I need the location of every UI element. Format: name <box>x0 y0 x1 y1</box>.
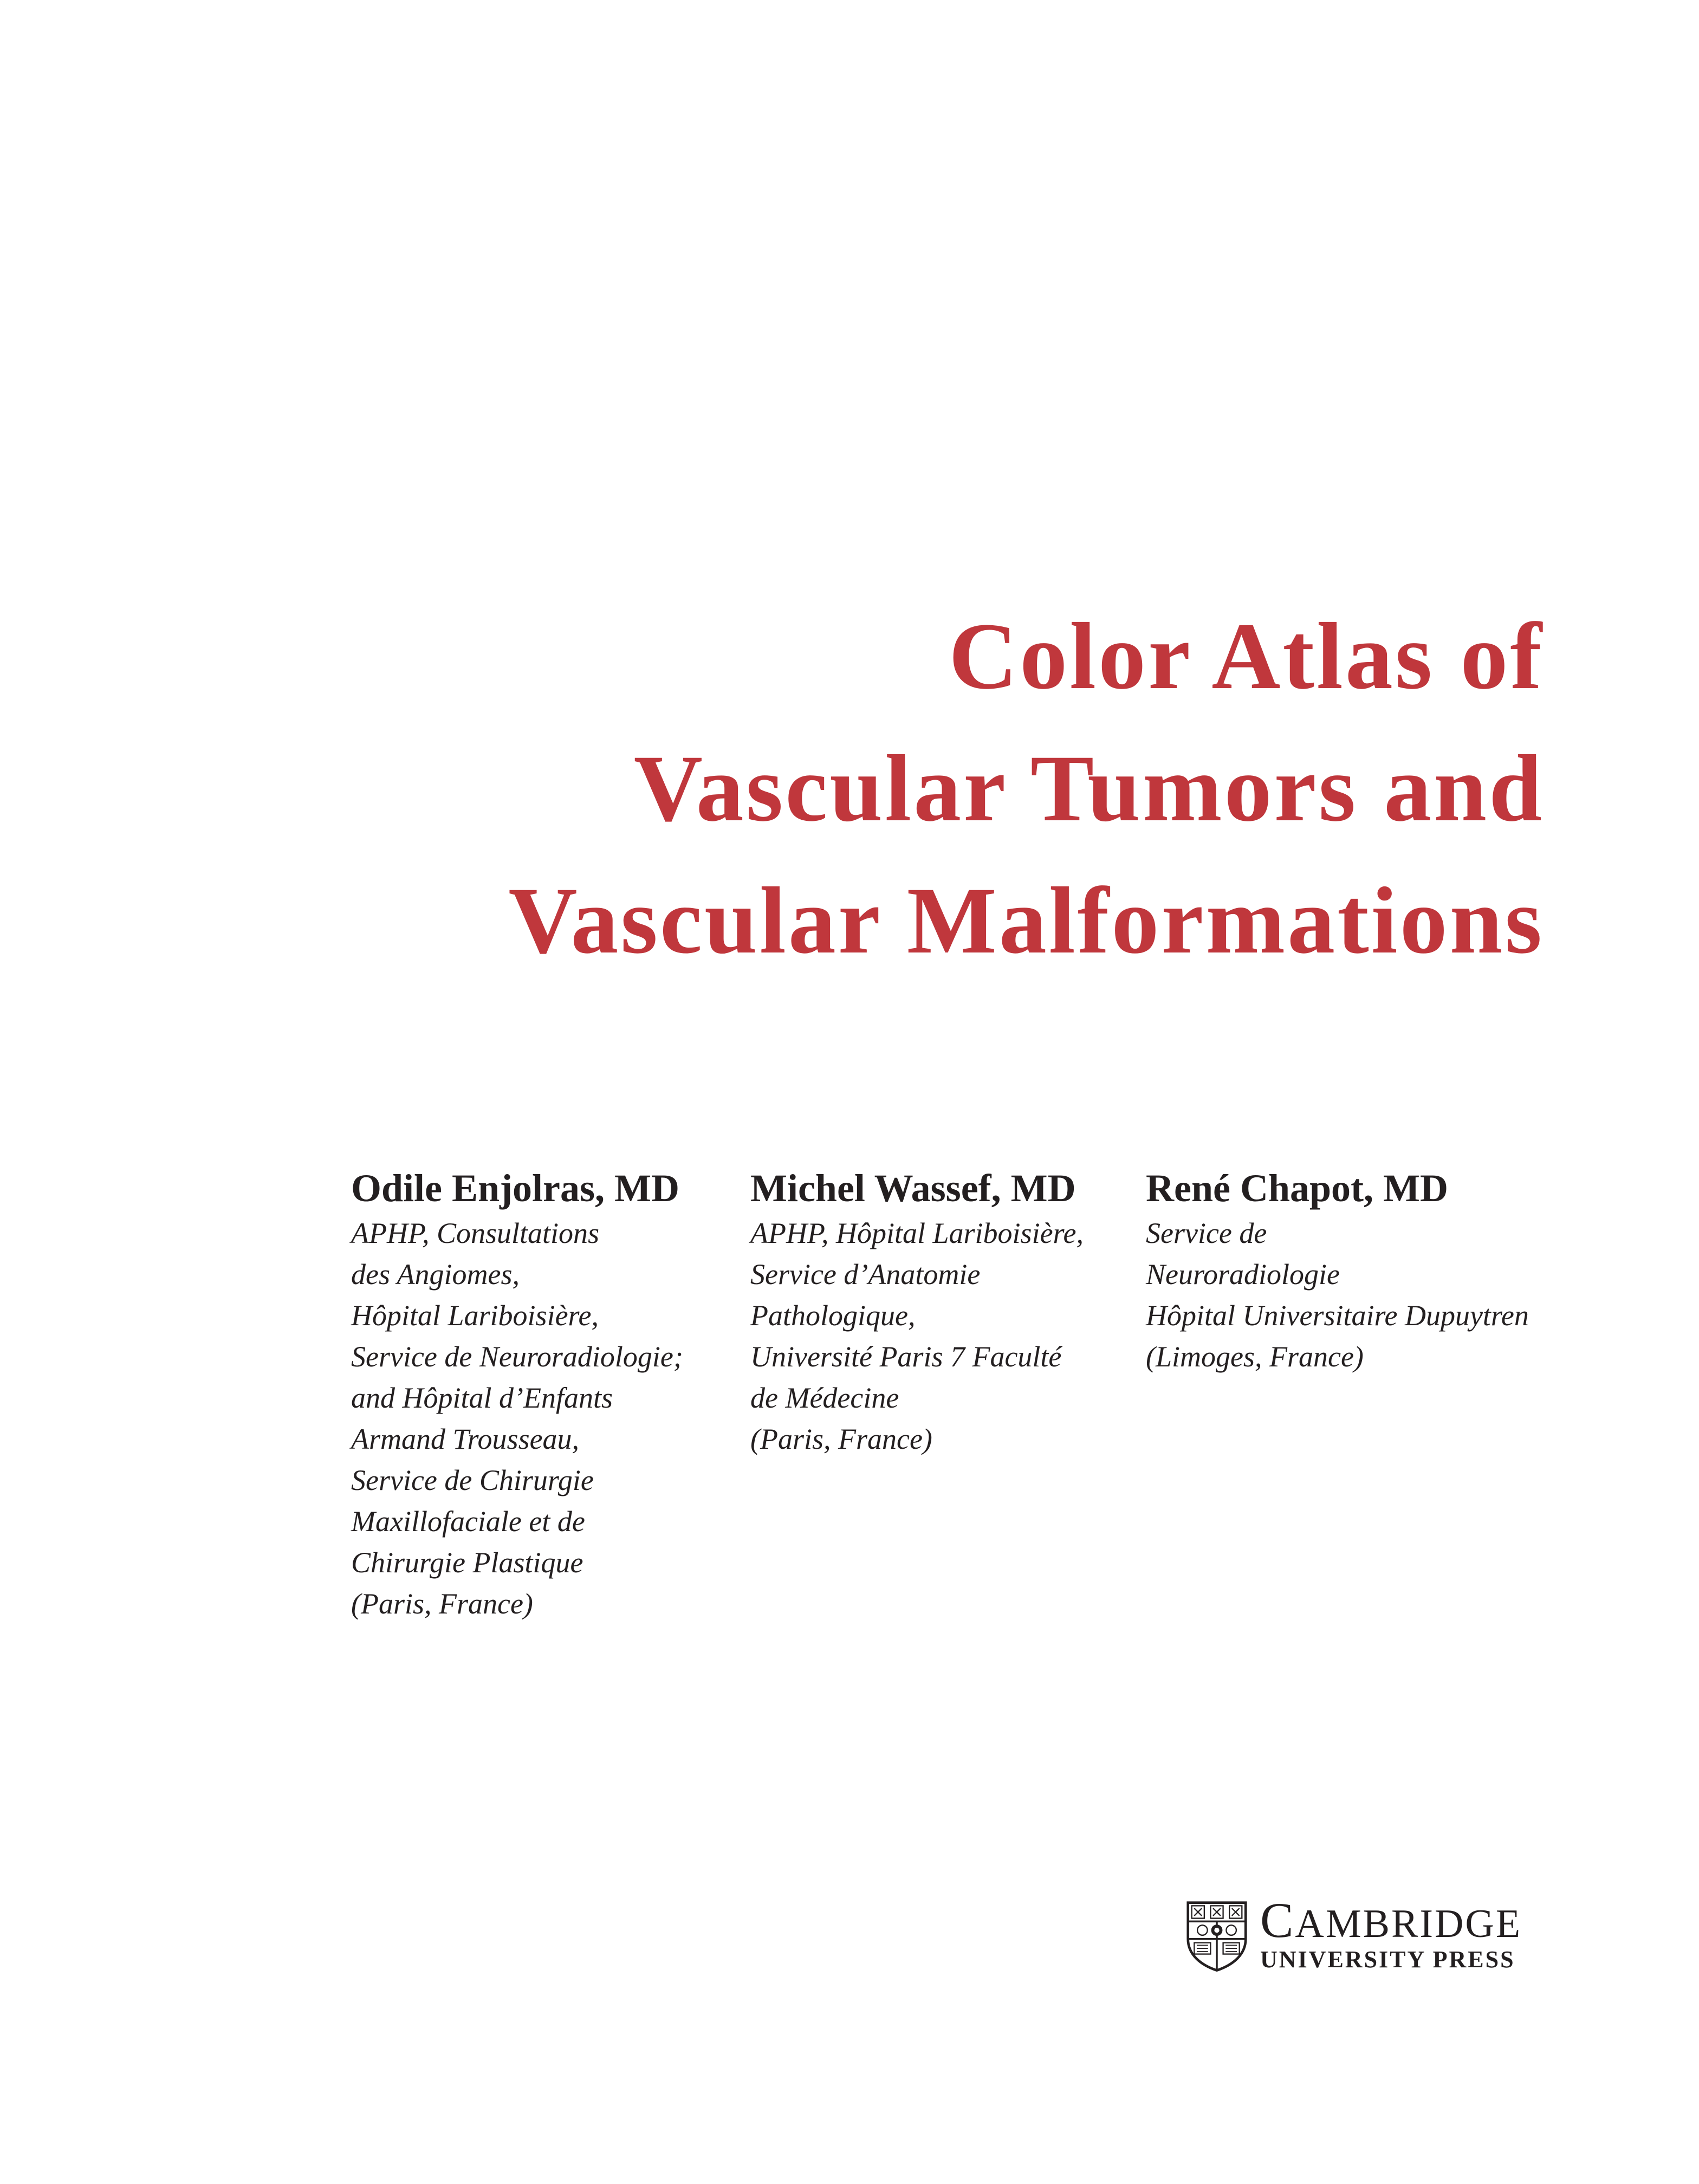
publisher-logo <box>1185 1893 1546 1974</box>
affiliation-line: de Médecine <box>750 1382 899 1414</box>
author-chapot <box>1146 1164 1529 1377</box>
affiliation-line: APHP, Consultations <box>351 1217 600 1249</box>
affiliation-line: Service de <box>1146 1217 1267 1249</box>
affiliation-line: (Paris, France) <box>750 1423 932 1455</box>
affiliation-line: Service d’Anatomie <box>750 1258 981 1291</box>
affiliation-line: Neuroradiologie <box>1146 1258 1340 1291</box>
affiliation-line: Armand Trousseau, <box>351 1423 580 1455</box>
author-enjolras <box>351 1164 683 1624</box>
publisher-name-initial: C <box>1260 1893 1295 1948</box>
affiliation-line: Université Paris 7 Faculté <box>750 1340 1062 1373</box>
publisher-wordmark <box>1260 1893 1522 1973</box>
title-line-2: Vascular Tumors and <box>633 736 1544 841</box>
affiliation-line: Pathologique, <box>750 1299 916 1332</box>
affiliation-line: (Paris, France) <box>351 1587 533 1620</box>
author-wassef <box>750 1164 1084 1460</box>
affiliation-line: des Angiomes, <box>351 1258 520 1291</box>
publisher-name <box>1260 1893 1522 1948</box>
authors-block <box>0 1164 1699 1651</box>
author-name: René Chapot, MD <box>1146 1166 1448 1210</box>
affiliation-line: Chirurgie Plastique <box>351 1546 583 1579</box>
publisher-name-rest: AMBRIDGE <box>1295 1902 1522 1946</box>
affiliation-line: Maxillofaciale et de <box>351 1505 585 1538</box>
affiliation-line: and Hôpital d’Enfants <box>351 1382 613 1414</box>
publisher-subtitle: UNIVERSITY PRESS <box>1260 1946 1515 1973</box>
author-name: Michel Wassef, MD <box>750 1166 1076 1210</box>
book-title <box>508 591 1544 987</box>
cambridge-crest-icon <box>1185 1900 1248 1972</box>
title-line-3: Vascular Malformations <box>508 868 1544 974</box>
author-name: Odile Enjolras, MD <box>351 1166 679 1210</box>
affiliation-line: APHP, Hôpital Lariboisière, <box>750 1217 1084 1249</box>
affiliation-line: Service de Neuroradiologie; <box>351 1340 683 1373</box>
affiliation-line: Hôpital Universitaire Dupuytren <box>1146 1299 1529 1332</box>
affiliation-line: (Limoges, France) <box>1146 1340 1364 1373</box>
title-line-1: Color Atlas of <box>949 604 1544 709</box>
affiliation-line: Service de Chirurgie <box>351 1464 594 1496</box>
affiliation-line: Hôpital Lariboisière, <box>351 1299 599 1332</box>
